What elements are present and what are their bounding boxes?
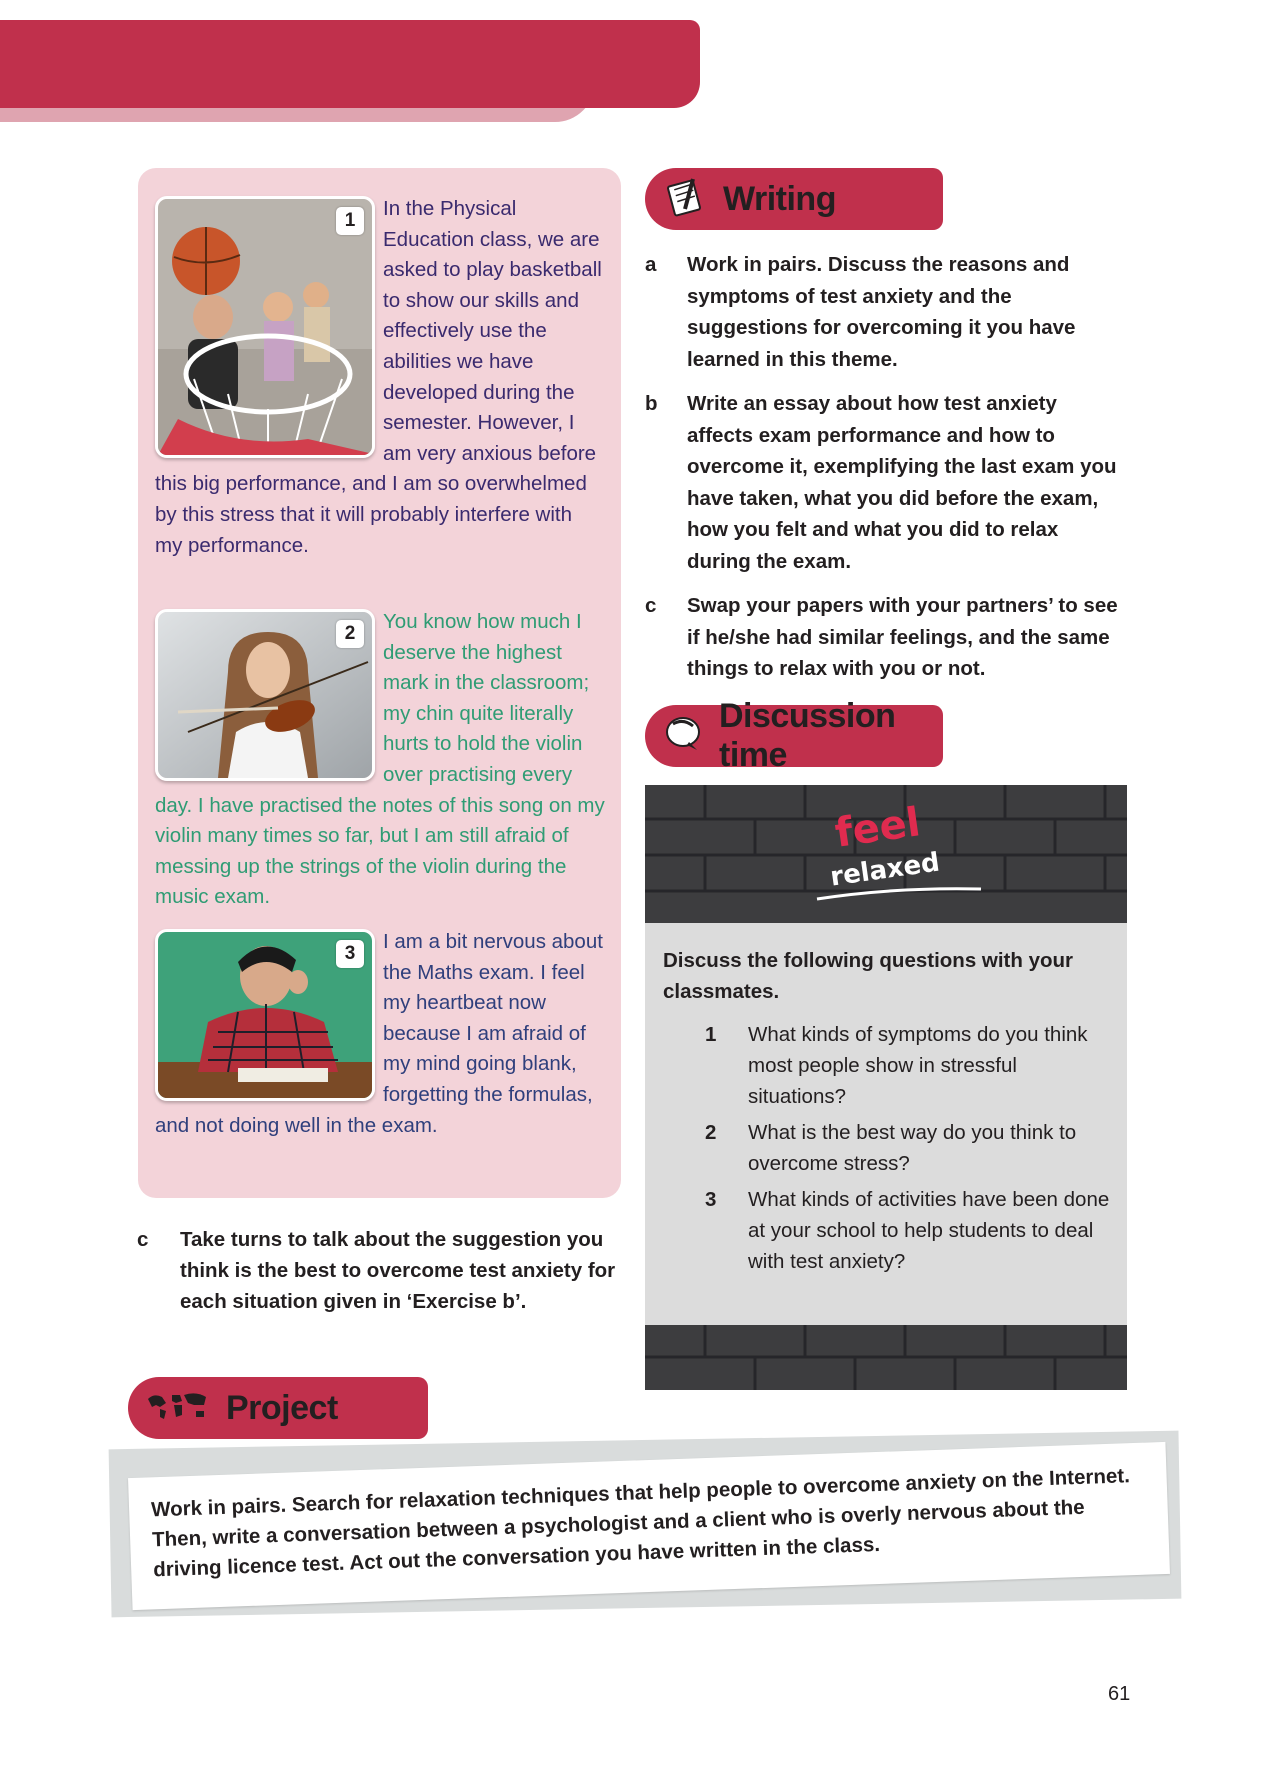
question-2 xyxy=(705,1117,1115,1179)
discussion-title: Discussion time xyxy=(719,697,896,774)
violinist-photo xyxy=(155,609,375,781)
writing-text-b: Write an essay about how test anxiety affects exam performance and how to overcome it, exemplifying the last exam you have taken, what you did before the exam, how you felt and what you did to relax during the exam. xyxy=(687,392,1117,573)
writing-item-b xyxy=(645,388,1125,577)
story-1 xyxy=(155,194,605,561)
writing-heading xyxy=(645,168,943,230)
item-number-3: 3 xyxy=(336,940,364,968)
discussion-intro: Discuss the following questions with your classmates. xyxy=(663,949,1074,1003)
sign-word-feel: feel xyxy=(832,799,924,857)
swoosh-underline xyxy=(815,883,985,903)
page-number: 61 xyxy=(1108,1683,1131,1705)
writing-list xyxy=(645,249,1125,698)
notebook-pen-icon xyxy=(663,175,707,224)
story-1-text: In the Physical Education class, we are asked to play basketball to show our skills and effectively use the abilities we have developed during the semester. However, I am very anxious before this big performance, and I am so overwhelmed by this stress that it will probably interfere with my performance. xyxy=(155,197,602,557)
item-number-1: 1 xyxy=(336,207,364,235)
writing-text-c: Swap your papers with your partners’ to see if he/she had similar feelings, and the same things to relax with you or not. xyxy=(687,594,1118,680)
question-3 xyxy=(705,1184,1115,1277)
question-number: 2 xyxy=(705,1121,717,1144)
exercise-letter: c xyxy=(137,1228,149,1251)
writing-letter-b: b xyxy=(645,392,658,415)
discussion-questions xyxy=(705,1019,1115,1282)
story-3-text: I am a bit nervous about the Maths exam. I feel my heartbeat now because I am afraid of my mind going blank, forgetting the formulas, and not doing well in the exam. xyxy=(155,930,603,1137)
project-title: Project xyxy=(226,1388,338,1427)
basketball-photo xyxy=(155,196,375,458)
discussion-heading xyxy=(645,697,943,774)
world-map-icon xyxy=(146,1391,210,1426)
exercise-text: Take turns to talk about the suggestion you think is the best to overcome test anxiety for each situation given in ‘Exercise b’. xyxy=(180,1228,616,1313)
writing-letter-c: c xyxy=(645,594,657,617)
writing-letter-a: a xyxy=(645,253,657,276)
writing-item-a xyxy=(645,249,1125,375)
student-photo xyxy=(155,929,375,1101)
question-1 xyxy=(705,1019,1115,1112)
writing-title: Writing xyxy=(723,179,836,218)
question-text: What is the best way do you think to overcome stress? xyxy=(748,1121,1077,1175)
discussion-card xyxy=(645,785,1127,1390)
sign-word-relaxed: relaxed xyxy=(828,847,942,893)
writing-item-c xyxy=(645,590,1125,685)
story-3 xyxy=(155,927,605,1141)
story-2 xyxy=(155,607,605,913)
writing-text-a: Work in pairs. Discuss the reasons and symptoms of test anxiety and the suggestions for overcoming it you have learned in this theme. xyxy=(687,253,1076,371)
exercise-c-left xyxy=(137,1224,617,1317)
item-number-2: 2 xyxy=(336,620,364,648)
speech-bubble-icon xyxy=(663,714,703,759)
question-text: What kinds of activities have been done at your school to help students to deal with test anxiety? xyxy=(748,1188,1110,1273)
question-text: What kinds of symptoms do you think most people show in stressful situations? xyxy=(748,1023,1088,1108)
question-number: 3 xyxy=(705,1188,717,1211)
project-text: Work in pairs. Search for relaxation techniques that help people to overcome anxiety on the Internet. Then, write a conversation between a psychologist and a client who is overly nervous about the driving licence test. Act out the conversation you have written in the class. xyxy=(150,1464,1131,1582)
question-number: 1 xyxy=(705,1023,717,1046)
project-heading xyxy=(128,1377,428,1439)
top-banner xyxy=(0,20,700,108)
story-2-text: You know how much I deserve the highest mark in the classroom; my chin quite literally hurts to hold the violin over practising every day. I have practised the notes of this song on my violin many times so far, but I am still afraid of messing up the strings of the violin during the music exam. xyxy=(155,610,605,909)
